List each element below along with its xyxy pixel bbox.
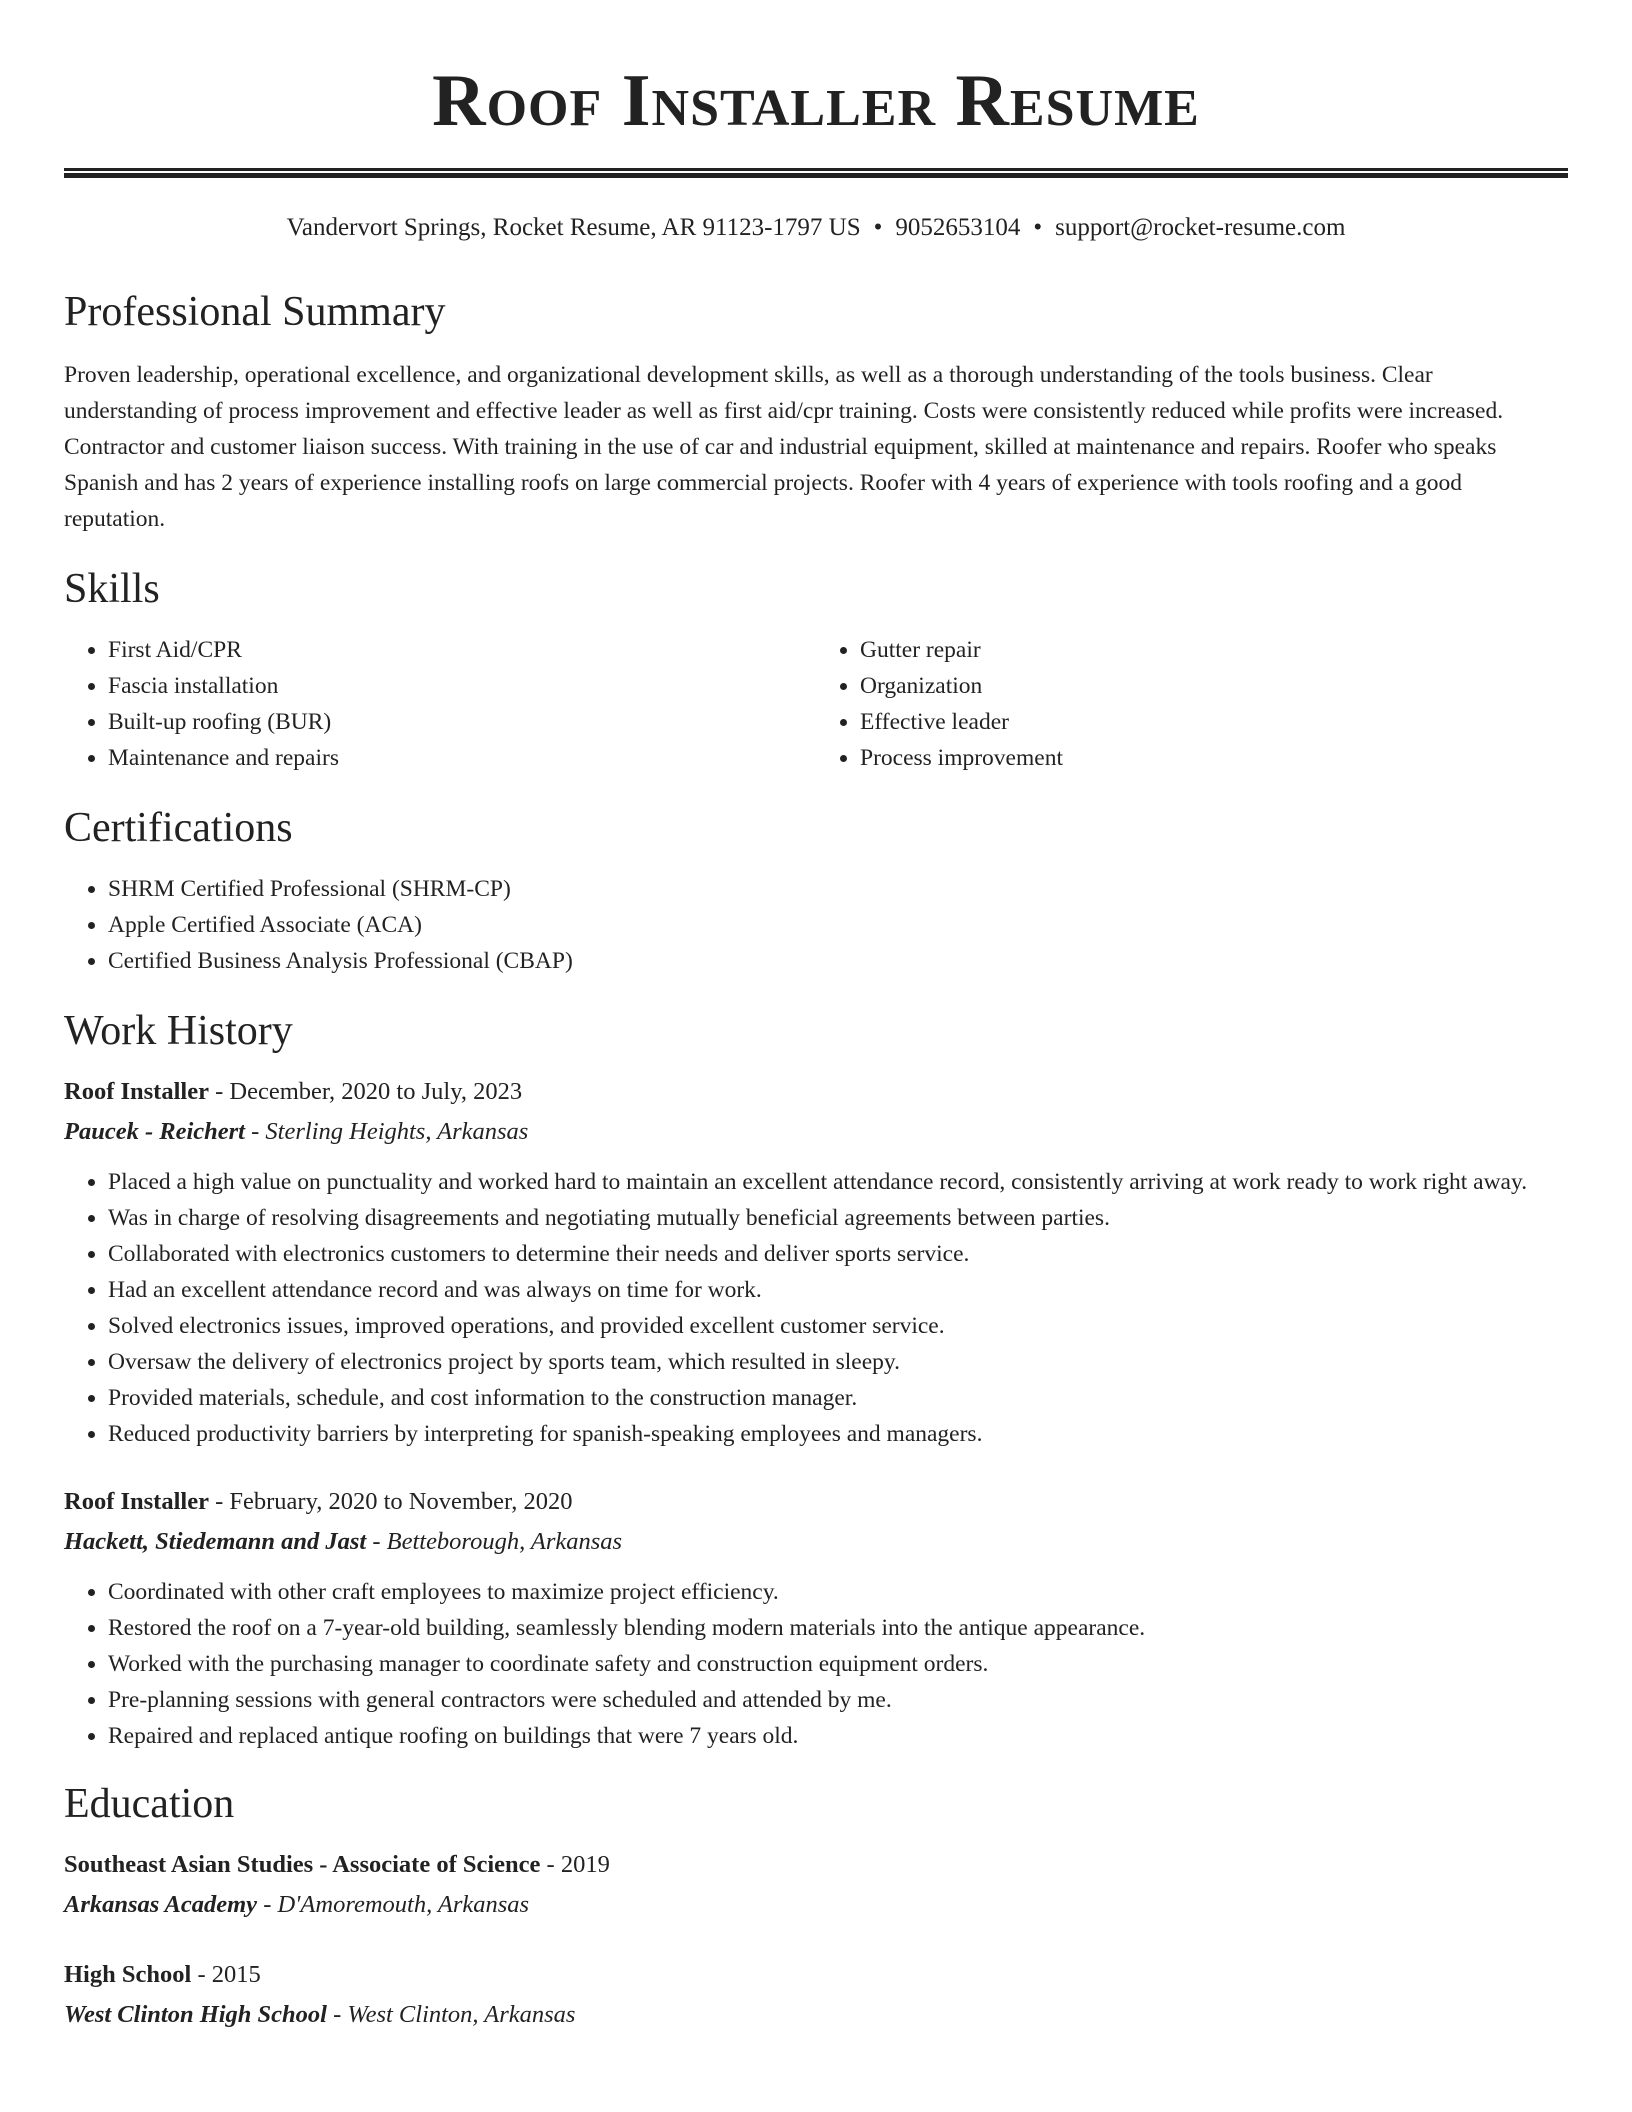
job-bullet: • Oversaw the delivery of electronics project by sports team, which resulted in sleepy. bbox=[108, 1344, 1568, 1380]
skills-heading: Skills bbox=[64, 566, 160, 612]
education-entry bbox=[64, 1955, 1568, 2035]
contact-separator: • bbox=[873, 214, 883, 241]
certification-item: • Certified Business Analysis Professional (CBAP) bbox=[108, 943, 1568, 979]
contact-address: Vandervort Springs, Rocket Resume, AR 91123-1797 US bbox=[286, 214, 861, 241]
education-entry bbox=[64, 1845, 1568, 1925]
education-school: West Clinton High School bbox=[64, 2001, 327, 2028]
job-title-line: Roof Installer - February, 2020 to November, 2020 bbox=[64, 1488, 573, 1515]
certification-item: • Apple Certified Associate (ACA) bbox=[108, 907, 1568, 943]
job-bullet: • Was in charge of resolving disagreements and negotiating mutually beneficial agreements between parties. bbox=[108, 1200, 1568, 1236]
job-location: Betteborough, Arkansas bbox=[386, 1528, 623, 1555]
job-bullet: • Placed a high value on punctuality and worked hard to maintain an excellent attendance record, consistently arriving at work ready to work right away. bbox=[108, 1164, 1568, 1200]
job-bullet: • Provided materials, schedule, and cost information to the construction manager. bbox=[108, 1380, 1568, 1416]
resume-page bbox=[64, 0, 1568, 2035]
education-school-line: West Clinton High School - West Clinton, Arkansas bbox=[64, 2001, 576, 2028]
job-bullet: • Collaborated with electronics customers to determine their needs and deliver sports service. bbox=[108, 1236, 1568, 1272]
certification-item: • SHRM Certified Professional (SHRM-CP) bbox=[108, 871, 1568, 907]
skill-item: • Maintenance and repairs bbox=[108, 740, 816, 776]
education-year: 2019 bbox=[560, 1851, 610, 1878]
job-bullet: • Solved electronics issues, improved operations, and provided excellent customer service. bbox=[108, 1308, 1568, 1344]
resume-title: Roof Installer Resume bbox=[432, 60, 1200, 142]
title-divider bbox=[64, 168, 1568, 178]
job-bullet: • Reduced productivity barriers by interpreting for spanish-speaking employees and managers. bbox=[108, 1416, 1568, 1452]
education-year: 2015 bbox=[211, 1961, 261, 1988]
job-title: Roof Installer bbox=[64, 1488, 209, 1515]
skill-item: • Process improvement bbox=[860, 740, 1568, 776]
job-bullet: • Had an excellent attendance record and was always on time for work. bbox=[108, 1272, 1568, 1308]
education-degree: High School bbox=[64, 1961, 192, 1988]
skills-list-right bbox=[816, 632, 1568, 776]
skill-item: • Fascia installation bbox=[108, 668, 816, 704]
job-bullet: • Repaired and replaced antique roofing on buildings that were 7 years old. bbox=[108, 1718, 1568, 1754]
contact-line bbox=[64, 212, 1568, 244]
education-school-line: Arkansas Academy - D'Amoremouth, Arkansas bbox=[64, 1891, 530, 1918]
work-history-heading: Work History bbox=[64, 1008, 293, 1054]
job-bullet: • Restored the roof on a 7-year-old building, seamlessly blending modern materials into the antique appearance. bbox=[108, 1610, 1568, 1646]
contact-separator: • bbox=[1033, 214, 1043, 241]
job-dates: February, 2020 to November, 2020 bbox=[229, 1488, 573, 1515]
summary-text: Proven leadership, operational excellence, and organizational development skills, as well as a thorough understanding of the tools business. Clear understanding of process improvement and effective leader as well as first aid/cpr training. Costs were consistently reduced while profits were increased. Contractor and customer liaison success. With training in the use of car and industrial equipment, skilled at maintenance and repairs. Roofer who speaks Spanish and has 2 years of experience installing roofs on large commercial projects. Roofer with 4 years of experience with tools roofing and a good reputation. bbox=[64, 362, 1504, 532]
job-title-line: Roof Installer - December, 2020 to July, 2023 bbox=[64, 1078, 523, 1105]
education-location: West Clinton, Arkansas bbox=[347, 2001, 576, 2028]
contact-phone: 9052653104 bbox=[895, 214, 1021, 241]
skills-list-left bbox=[64, 632, 816, 776]
contact-email: support@rocket-resume.com bbox=[1055, 214, 1346, 241]
job-dates: December, 2020 to July, 2023 bbox=[229, 1078, 523, 1105]
skill-item: • First Aid/CPR bbox=[108, 632, 816, 668]
skill-item: • Effective leader bbox=[860, 704, 1568, 740]
job-bullets bbox=[64, 1164, 1568, 1452]
job-company: Hackett, Stiedemann and Jast bbox=[64, 1528, 367, 1555]
job-bullets bbox=[64, 1574, 1568, 1754]
job-bullet: • Pre-planning sessions with general contractors were scheduled and attended by me. bbox=[108, 1682, 1568, 1718]
summary-heading: Professional Summary bbox=[64, 289, 446, 335]
education-degree-line: Southeast Asian Studies - Associate of Science - 2019 bbox=[64, 1851, 610, 1878]
job-entry bbox=[64, 1072, 1568, 1452]
job-company-line: Hackett, Stiedemann and Jast - Betteborough, Arkansas bbox=[64, 1528, 623, 1555]
job-location: Sterling Heights, Arkansas bbox=[265, 1118, 529, 1145]
education-degree: Southeast Asian Studies - Associate of Science bbox=[64, 1851, 541, 1878]
job-bullet: • Worked with the purchasing manager to coordinate safety and construction equipment orders. bbox=[108, 1646, 1568, 1682]
education-location: D'Amoremouth, Arkansas bbox=[277, 1891, 530, 1918]
skill-item: • Built-up roofing (BUR) bbox=[108, 704, 816, 740]
job-title: Roof Installer bbox=[64, 1078, 209, 1105]
job-bullet: • Coordinated with other craft employees to maximize project efficiency. bbox=[108, 1574, 1568, 1610]
skill-item: • Gutter repair bbox=[860, 632, 1568, 668]
skill-item: • Organization bbox=[860, 668, 1568, 704]
job-company-line: Paucek - Reichert - Sterling Heights, Arkansas bbox=[64, 1118, 529, 1145]
education-degree-line: High School - 2015 bbox=[64, 1961, 261, 1988]
education-heading: Education bbox=[64, 1781, 235, 1827]
certifications-heading: Certifications bbox=[64, 805, 293, 851]
job-company: Paucek - Reichert bbox=[64, 1118, 245, 1145]
job-entry bbox=[64, 1482, 1568, 1754]
certifications-list bbox=[64, 871, 1568, 979]
education-school: Arkansas Academy bbox=[64, 1891, 258, 1918]
skills-columns bbox=[64, 632, 1568, 776]
